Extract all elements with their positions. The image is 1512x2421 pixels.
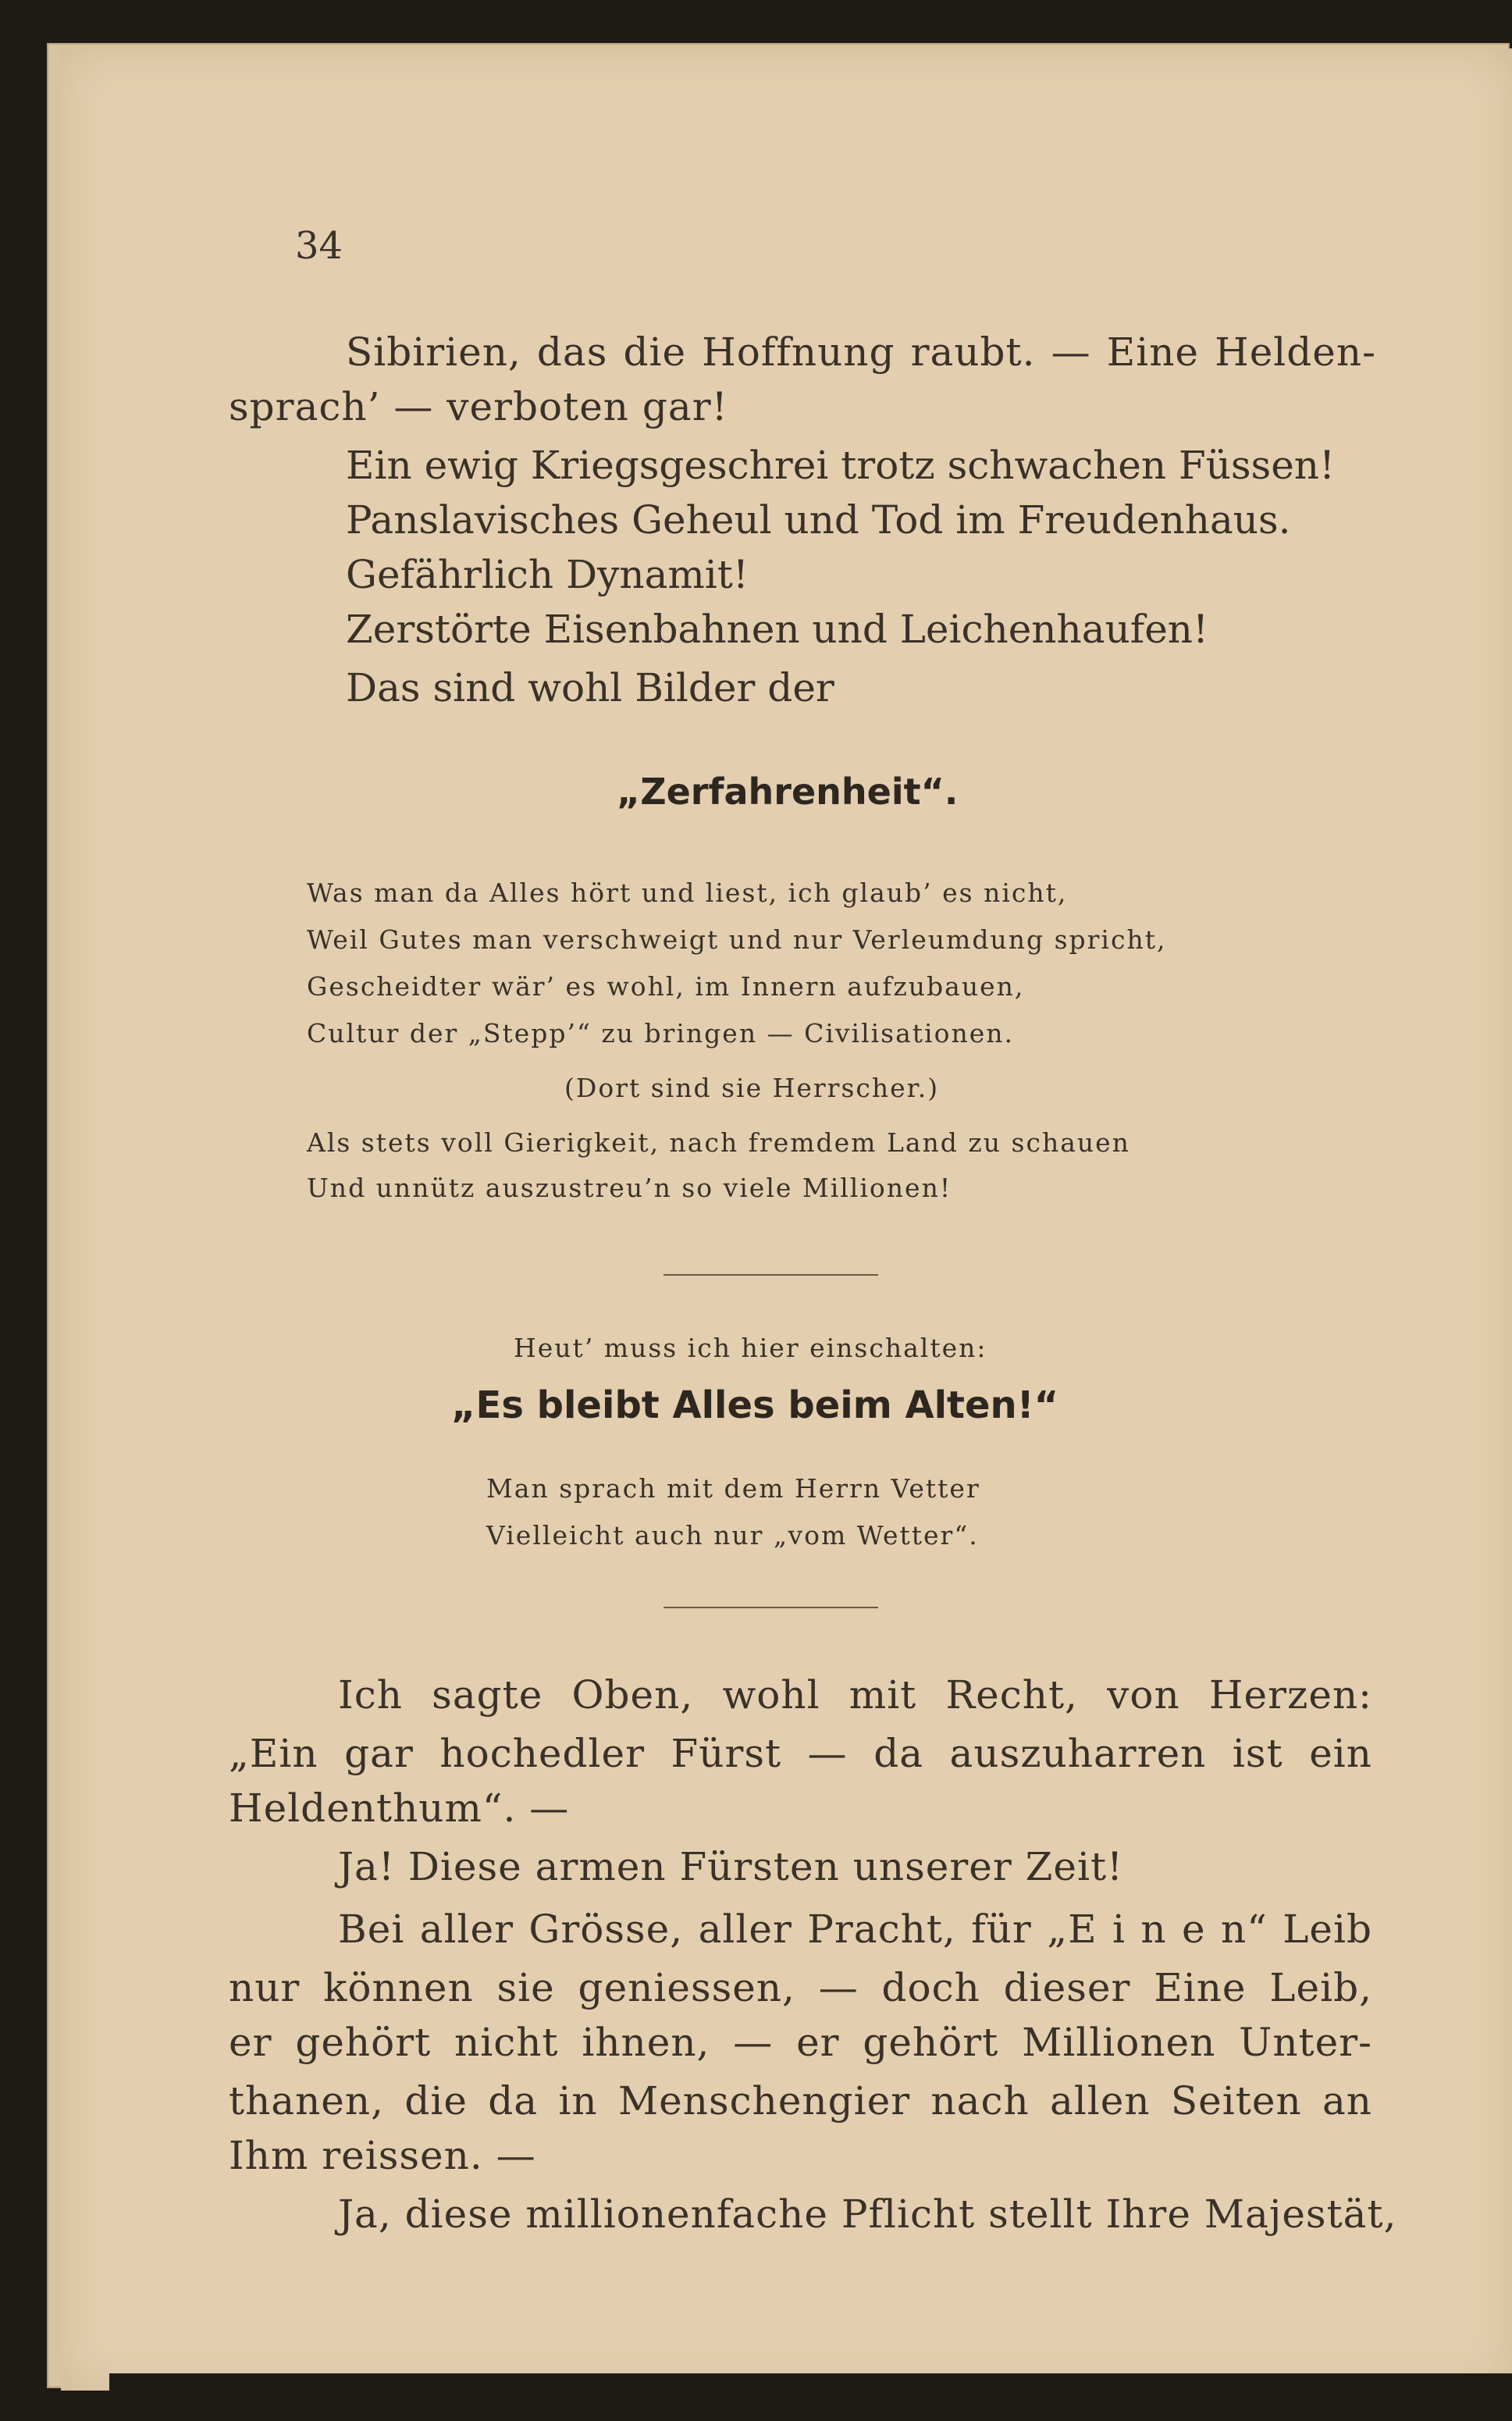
text-line: nur können sie geniessen, — doch dieser Eine Leib,	[229, 1965, 1372, 2010]
text-line: Sibirien, das die Hoffnung raubt. — Eine Helden-	[346, 329, 1376, 375]
insert-line: Vielleicht auch nur „vom Wetter“.	[486, 1520, 979, 1551]
text-line: Heldenthum“. —	[229, 1785, 570, 1831]
section-heading: „Zerfahrenheit“.	[617, 771, 959, 813]
divider-rule	[664, 1607, 878, 1608]
text-line: Bei aller Grösse, aller Pracht, für „E i n e n“ Leib	[338, 1907, 1372, 1952]
text-line: thanen, die da in Menschengier nach allen Seiten an	[229, 2078, 1372, 2124]
text-line: er gehört nicht ihnen, — er gehört Millionen Unter-	[229, 2020, 1372, 2065]
small-verse-line: Cultur der „Stepp’“ zu bringen — Civilisationen.	[307, 1018, 1014, 1049]
insert-intro: Heut’ muss ich hier einschalten:	[514, 1333, 987, 1363]
verse-line: Ein ewig Kriegsgeschrei trotz schwachen Füssen!	[346, 443, 1336, 488]
text-line: sprach’ — verboten gar!	[229, 384, 728, 429]
small-verse-line: Gescheidter wär’ es wohl, im Innern aufzubauen,	[307, 971, 1025, 1002]
small-verse-line: Und unnütz auszustreu’n so viele Millionen!	[307, 1173, 952, 1203]
small-verse-line: Was man da Alles hört und liest, ich glaub’ es nicht,	[307, 878, 1068, 908]
text-line: Ja! Diese armen Fürsten unserer Zeit!	[338, 1844, 1124, 1889]
text-line: Ja, diese millionenfache Pflicht stellt Ihre Majestät,	[338, 2191, 1397, 2237]
small-verse-line: (Dort sind sie Herrscher.)	[564, 1073, 940, 1103]
section-heading: „Es bleibt Alles beim Alten!“	[451, 1383, 1059, 1427]
verse-line: Zerstörte Eisenbahnen und Leichenhaufen!	[346, 607, 1209, 652]
insert-line: Man sprach mit dem Herrn Vetter	[486, 1473, 980, 1504]
text-line: Ich sagte Oben, wohl mit Recht, von Herzen:	[338, 1672, 1372, 1718]
divider-rule	[664, 1274, 878, 1276]
small-verse-line: Weil Gutes man verschweigt und nur Verleumdung spricht,	[307, 924, 1167, 955]
small-verse-line: Als stets voll Gierigkeit, nach fremdem Land zu schauen	[307, 1127, 1130, 1158]
text-line: Ihm reissen. —	[229, 2133, 536, 2178]
page	[61, 48, 1512, 2391]
verse-line: Das sind wohl Bilder der	[346, 665, 834, 710]
bottom-shadow	[109, 2373, 1512, 2421]
verse-line: Gefährlich Dynamit!	[346, 552, 749, 597]
verse-line: Panslavisches Geheul und Tod im Freudenhaus.	[346, 497, 1291, 543]
page-number: 34	[295, 224, 343, 268]
text-line: „Ein gar hochedler Fürst — da auszuharren ist ein	[229, 1731, 1372, 1776]
